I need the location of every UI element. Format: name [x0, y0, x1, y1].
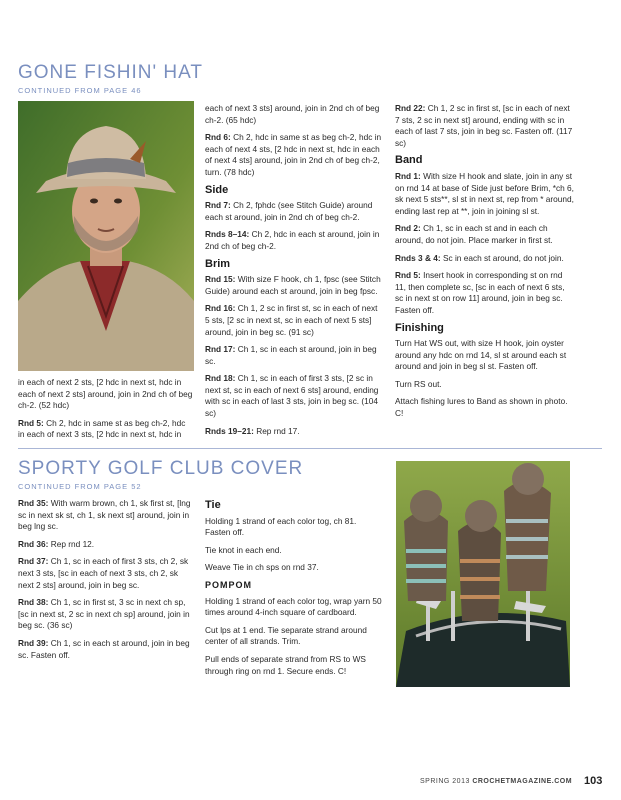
footer-issue: SPRING 2013 [420, 778, 470, 785]
hat-title: GONE FISHIN' HAT [18, 62, 204, 83]
hat-col1-para: in each of next 2 sts, [2 hdc in next st, hdc in each of next 2 sts] around, join in 2nd ch of beg ch-2. (52 hdc) [18, 377, 193, 411]
golf-instruction: Holding 1 strand of each color tog, wrap yarn 50 times around 4-inch square of cardboard. [205, 595, 382, 618]
hat-instruction: Rnd 7: Ch 2, fphdc (see Stitch Guide) around each st around, join in 2nd ch of beg ch-2. [205, 200, 373, 222]
golf-instruction: Rnd 36: Rep rnd 12. [18, 538, 95, 549]
hat-instruction: Rnd 16: Ch 1, 2 sc in first st, sc in each of next 5 sts, [2 sc in next st, sc in each of next 5 sts] around, join in beg sc. (91 sc) [205, 303, 378, 337]
golf-instruction: Tie knot in each end. [205, 544, 282, 555]
hat-instruction: Rnd 1: With size H hook and slate, join in any st on rnd 14 at base of Side just before Brim, *ch 6, sk next 5 sts**, sl st in next st, rep from * around, ending last rep at **, join in joining sl st. [395, 170, 574, 216]
hat-instruction: Rnd 18: Ch 1, sc in each of first 3 sts, [2 sc in next st, sc in each of next 6 sts] around, ending with sc in each of last 3 sts, join in beg sc. (104 sc) [205, 373, 379, 419]
hat-column-3 [395, 103, 575, 426]
golf-instruction: Weave Tie in ch sps on rnd 37. [205, 562, 319, 573]
footer-issue-text [420, 778, 572, 785]
hat-instruction: Turn Hat WS out, with size H hook, join oyster around any hdc on rnd 14, sl st around each st around and join in beg sl st. Fasten off. [395, 338, 567, 372]
hat-column-1 [18, 377, 194, 447]
hat-instruction: Rnd 17: Ch 1, sc in each st around, join in beg sc. [205, 344, 377, 366]
hat-instruction: Rnd 22: Ch 1, 2 sc in first st, [sc in each of next 7 sts, 2 sc in next st] around, ending with sc in each of last 7 sts, join in beg sc. Fasten off. (117 sc) [395, 103, 573, 148]
golf-instruction: Pull ends of separate strand from RS to WS through ring on rnd 1. Secure ends. C! [205, 653, 366, 676]
hat-instruction: Rnd 5: Insert hook in corresponding st on rnd 11, then complete sc, [sc in each of next 6 sts, sc in next st on row 11] around, join in beg sc. Fasten off. [395, 270, 565, 315]
section-heading-tie: Tie [205, 499, 221, 511]
golf-title: SPORTY GOLF CLUB COVER [18, 458, 304, 479]
footer-site: CROCHETMAGAZINE.COM [472, 778, 573, 785]
golf-continued: CONTINUED FROM PAGE 52 [18, 482, 142, 491]
hat-col1-para: Rnd 5: Ch 2, hdc in same st as beg ch-2, hdc in each of next 3 sts, [2 hdc in next st, hdc in [18, 417, 186, 440]
hat-instruction: Rnd 6: Ch 2, hdc in same st as beg ch-2, hdc in each of next 4 sts, [2 hdc in next st, hdc in each of next 4 sts] around, join in 2nd ch of beg ch-2, turn. (78 hdc) [205, 132, 382, 177]
golf-instruction: Rnd 35: With warm brown, ch 1, sk first st, [lng sc in next sk st, ch 1, sk next st] around, join in beg lng sc. [18, 498, 191, 532]
golf-column-2 [205, 494, 383, 683]
hat-instruction: Attach fishing lures to Band as shown in photo. C! [395, 396, 568, 419]
section-heading-finishing: Finishing [395, 321, 444, 334]
golf-column-1 [18, 498, 194, 667]
section-heading-pompom: POMPOM [205, 579, 253, 590]
page-number: 103 [584, 775, 603, 787]
hat-instruction: Rnds 8–14: Ch 2, hdc in each st around, join in 2nd ch of beg ch-2. [205, 229, 380, 251]
golf-instruction: Rnd 39: Ch 1, sc in each st around, join in beg sc. Fasten off. [18, 637, 190, 660]
section-heading-brim: Brim [205, 257, 231, 270]
hat-continued: CONTINUED FROM PAGE 46 [18, 86, 142, 95]
hat-column-2 [205, 103, 383, 443]
hat-photo [18, 101, 194, 371]
section-heading-band: Band [395, 154, 423, 167]
golf-instruction: Rnd 38: Ch 1, sc in first st, 3 sc in next ch sp, [sc in next st, 2 sc in next ch sp] around, join in beg sc. (36 sc) [18, 597, 190, 631]
hat-instruction: Turn RS out. [395, 378, 442, 389]
section-heading-side: Side [205, 183, 229, 196]
hat-instruction: Rnd 15: With size F hook, ch 1, fpsc (see Stitch Guide) around each st around, join in beg fpsc. [205, 274, 381, 296]
hat-instruction: Rnds 3 & 4: Sc in each st around, do not join. [395, 252, 564, 263]
golf-photo [396, 461, 570, 687]
golf-instruction: Rnd 37: Ch 1, sc in each of first 3 sts, ch 2, sk next 3 sts, [sc in each of next 3 sts, ch 2, sk next 2 sts] around, join in beg sc. [18, 556, 189, 590]
golf-instruction: Cut lps at 1 end. Tie separate strand around center of all strands. Trim. [205, 624, 367, 647]
hat-instruction: each of next 3 sts] around, join in 2nd ch of beg ch-2. (65 hdc) [205, 103, 380, 125]
golf-instruction: Holding 1 strand of each color tog, ch 81. Fasten off. [205, 515, 357, 538]
section-divider [18, 448, 602, 449]
hat-instruction: Rnds 19–21: Rep rnd 17. [205, 425, 300, 436]
hat-instruction: Rnd 2: Ch 1, sc in each st and in each ch around, do not join. Place marker in first st. [395, 223, 553, 245]
